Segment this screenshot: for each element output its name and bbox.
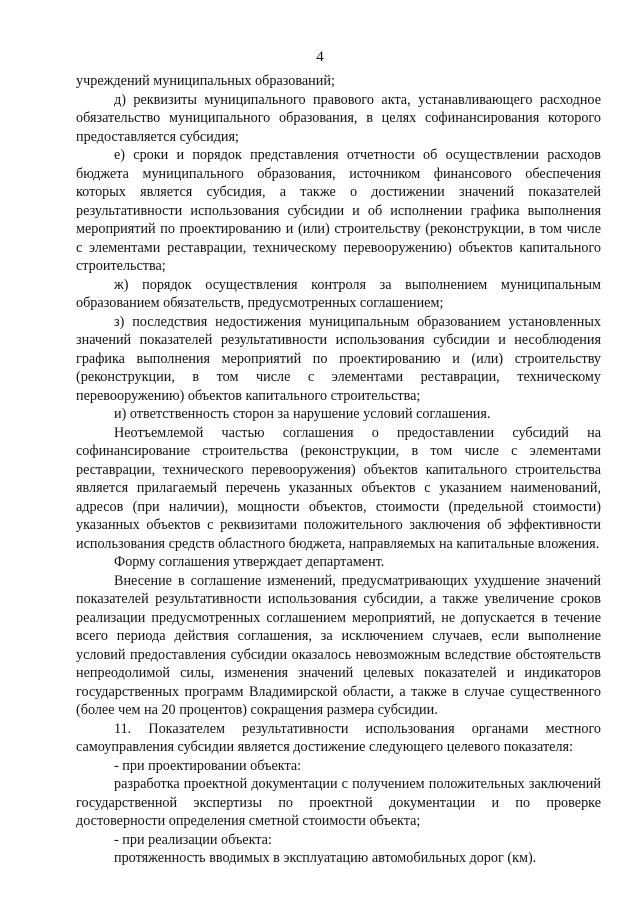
paragraph-continuation: учреждений муниципальных образований; [76,73,335,89]
paragraph-section-11: 11. Показателем результативности использования органами местного самоуправления субсидии является достижение следующего целевого показателя: [76,720,601,755]
paragraph-objects-list: Неотъемлемой частью соглашения о предоставлении субсидий на софинансирование строительства (реконструкции, в том числе с элементами реставрации, технического перевооружения) объектов капитального строительства является прилагаемый перечень указанных объектов с указанием наименований, адресов (при наличии), мощности объектов, стоимости (предельной стоимости) указанных объектов с реквизитами положительного заключения об эффективности использования средств областного бюджета, направляемых на капитальные вложения. [76,424,601,552]
paragraph-item-i: и) ответственность сторон за нарушение условий соглашения. [114,406,491,422]
paragraph-item-e: е) сроки и порядок представления отчетности об осуществлении расходов бюджета муниципального образования, источником финансового обеспечения которых является субсидия, а также о достижении значений показателей результативности использования субсидии и об исполнении графика выполнения мероприятий по проектированию и (или) строительству (реконструкции, в том числе с элементами реставрации, техническому перевооружению) объектов капитального строительства; [76,147,601,274]
paragraph-item-zh: ж) порядок осуществления контроля за выполнением муниципальным образованием обязательств, предусмотренных соглашением; [76,276,601,311]
paragraph-agreement-form: Форму соглашения утверждает департамент. [114,554,385,570]
document-body [76,72,601,868]
paragraph-implementation-indicator: протяженность вводимых в эксплуатацию автомобильных дорог (км). [114,850,537,866]
paragraph-design-heading: - при проектировании объекта: [114,757,302,774]
paragraph-design-indicator: разработка проектной документации с получением положительных заключений государственной экспертизы по проектной документации и по проверке достоверности определения сметной стоимости объекта; [76,776,601,829]
paragraph-item-d: д) реквизиты муниципального правового акта, устанавливающего расходное обязательство муниципального образования, в целях софинансирования которого предоставляется субсидия; [76,91,601,145]
paragraph-item-z: з) последствия недостижения муниципальным образованием установленных значений показателей результативности использования субсидии и несоблюдения графика выполнения мероприятий по проектированию и (или) строительству (реконструкции, в том числе с элементами реставрации, техническому перевооружению) объектов капитального строительства; [76,313,601,404]
paragraph-amendments: Внесение в соглашение изменений, предусматривающих ухудшение значений показателей результативности использования субсидии, а также увеличение сроков реализации предусмотренных соглашением мероприятий, не допускается в течение всего периода действия соглашения, за исключением случаев, если выполнение условий предоставления субсидии оказалось невозможным вследствие обстоятельств непреодолимой силы, изменения значений целевых показателей и индикаторов государственных программ Владимирской области, а также в случае существенного (более чем на 20 процентов) сокращения размера субсидии. [76,572,601,718]
page-number: 4 [316,49,324,65]
paragraph-implementation-heading: - при реализации объекта: [114,831,272,848]
